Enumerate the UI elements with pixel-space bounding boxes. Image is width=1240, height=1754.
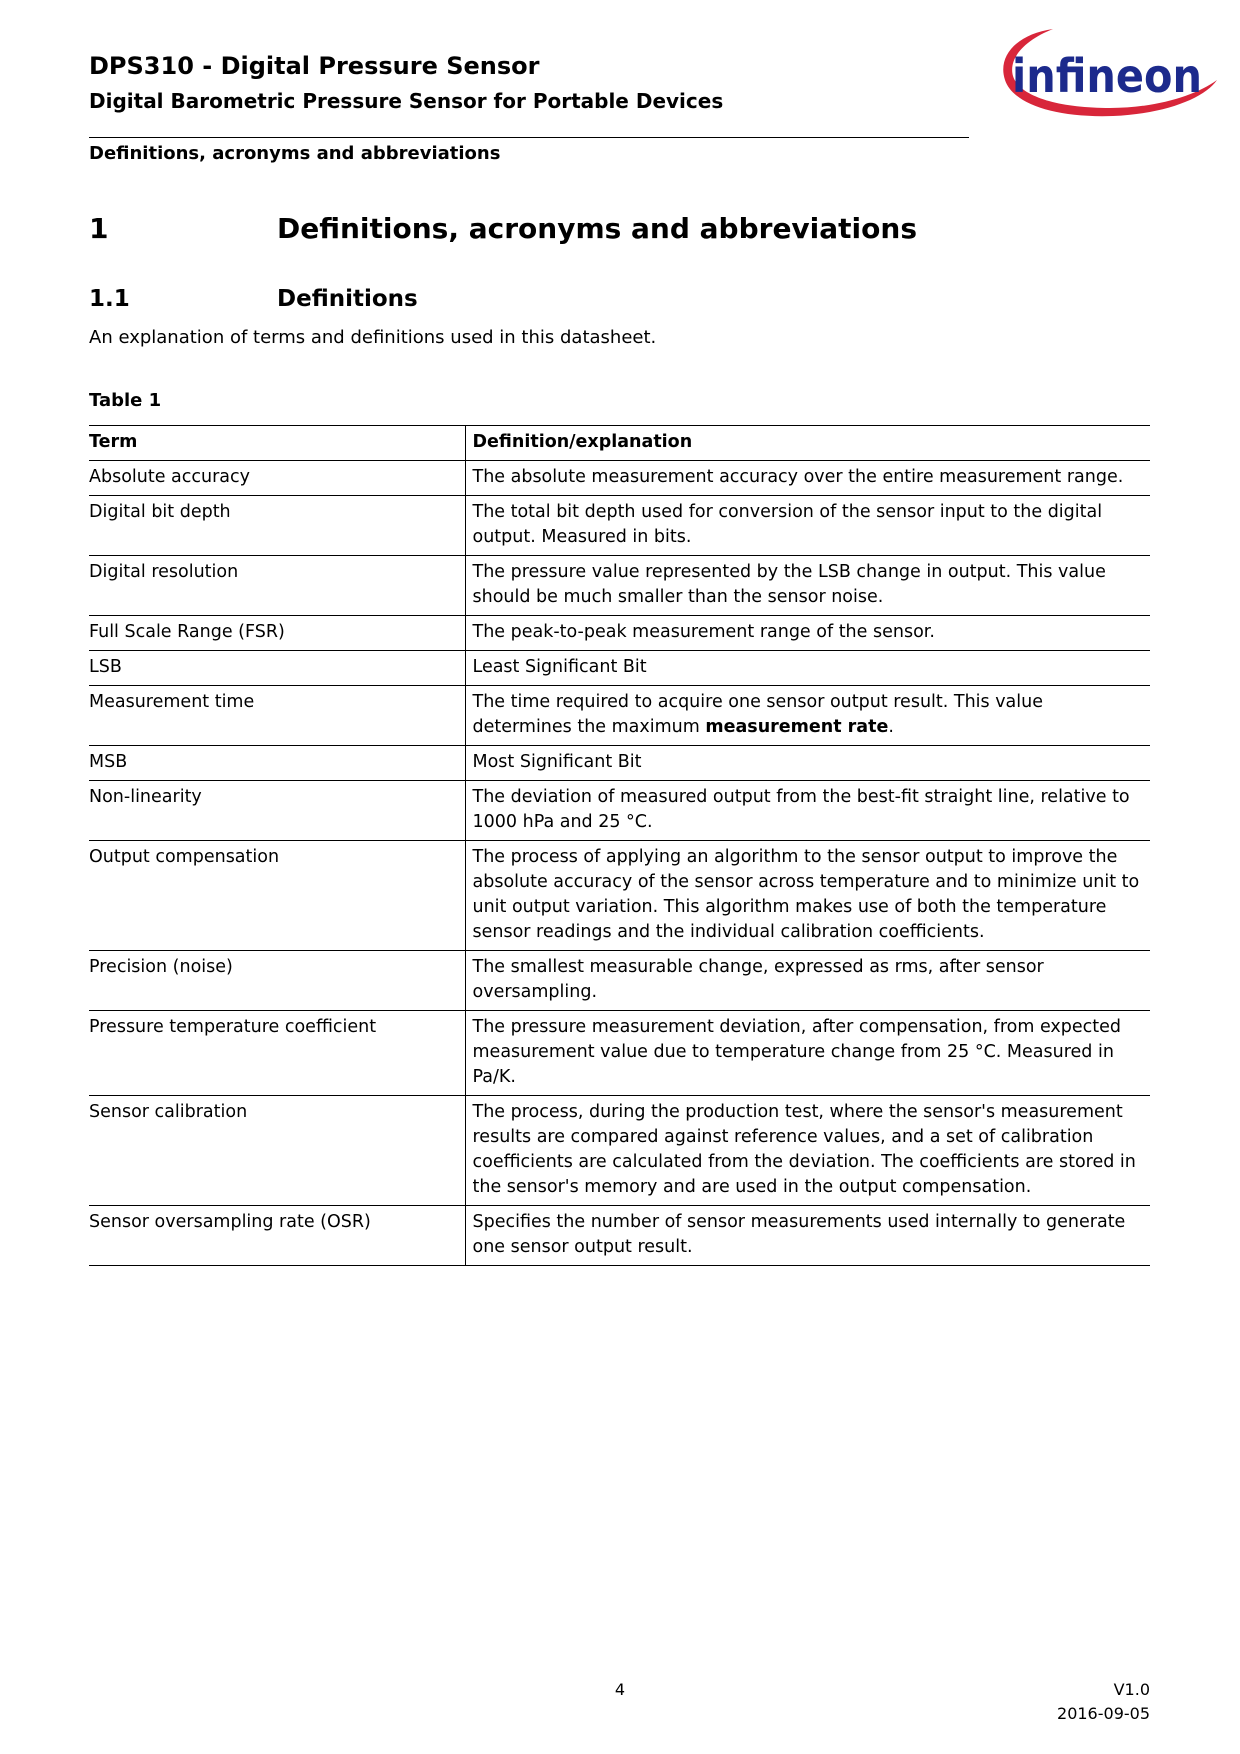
term-cell: Full Scale Range (FSR) <box>89 616 465 651</box>
table-row <box>89 781 1150 841</box>
definition-cell: The peak-to-peak measurement range of the sensor. <box>465 616 1150 651</box>
table-row <box>89 1096 1150 1206</box>
table-row <box>89 686 1150 746</box>
header-divider <box>89 137 969 138</box>
table-row <box>89 1206 1150 1266</box>
table-row <box>89 496 1150 556</box>
running-section-header: Definitions, acronyms and abbreviations <box>89 143 501 164</box>
page-number: 4 <box>614 1680 626 1699</box>
definition-cell: The pressure measurement deviation, after compensation, from expected measurement value due to temperature change from 25 °C. Measured in Pa/K. <box>465 1011 1150 1096</box>
definition-cell <box>465 686 1150 746</box>
term-cell: Sensor oversampling rate (OSR) <box>89 1206 465 1266</box>
subsection-number: 1.1 <box>89 286 130 312</box>
definition-cell: Most Significant Bit <box>465 746 1150 781</box>
term-cell: Output compensation <box>89 841 465 951</box>
table-row <box>89 616 1150 651</box>
table-header-row <box>89 426 1150 461</box>
term-cell: Absolute accuracy <box>89 461 465 496</box>
definition-text-end: . <box>888 717 894 737</box>
document-version: V1.0 <box>1113 1680 1150 1699</box>
column-header-definition: Definition/explanation <box>465 426 1150 461</box>
section-number: 1 <box>89 212 109 245</box>
term-cell: Sensor calibration <box>89 1096 465 1206</box>
definition-bold-text: measurement rate <box>705 717 889 737</box>
definition-cell: The total bit depth used for conversion of the sensor input to the digital output. Measured in bits. <box>465 496 1150 556</box>
section-title: Definitions, acronyms and abbreviations <box>277 212 917 245</box>
term-cell: Digital bit depth <box>89 496 465 556</box>
document-date: 2016-09-05 <box>1057 1704 1150 1723</box>
table-row <box>89 1011 1150 1096</box>
term-cell: Measurement time <box>89 686 465 746</box>
table-row <box>89 651 1150 686</box>
definitions-table <box>89 425 1150 1266</box>
definition-cell: The deviation of measured output from the best-fit straight line, relative to 1000 hPa and 25 °C. <box>465 781 1150 841</box>
document-title: DPS310 - Digital Pressure Sensor <box>89 52 540 80</box>
term-cell: MSB <box>89 746 465 781</box>
term-cell: Pressure temperature coefficient <box>89 1011 465 1096</box>
infineon-swoosh-logo-icon <box>995 22 1220 124</box>
logo-wordmark: infineon <box>1012 49 1202 103</box>
definition-cell: The process, during the production test, where the sensor's measurement results are compared against reference values, and a set of calibration coefficients are calculated from the deviation. The coefficients are stored in the sensor's memory and are used in the output compensation. <box>465 1096 1150 1206</box>
term-cell: Precision (noise) <box>89 951 465 1011</box>
table-row <box>89 951 1150 1011</box>
table-row <box>89 461 1150 496</box>
definition-cell: The process of applying an algorithm to the sensor output to improve the absolute accuracy of the sensor across temperature and to minimize unit to unit output variation. This algorithm makes use of both the temperature sensor readings and the individual calibration coefficients. <box>465 841 1150 951</box>
definition-cell: The smallest measurable change, expressed as rms, after sensor oversampling. <box>465 951 1150 1011</box>
document-subtitle: Digital Barometric Pressure Sensor for Portable Devices <box>89 89 724 113</box>
term-cell: Digital resolution <box>89 556 465 616</box>
table-caption: Table 1 <box>89 390 162 411</box>
column-header-term: Term <box>89 426 465 461</box>
subsection-title: Definitions <box>277 286 418 312</box>
table-row <box>89 746 1150 781</box>
definition-cell: The pressure value represented by the LSB change in output. This value should be much smaller than the sensor noise. <box>465 556 1150 616</box>
definition-cell: Specifies the number of sensor measurements used internally to generate one sensor output result. <box>465 1206 1150 1266</box>
term-cell: LSB <box>89 651 465 686</box>
definition-cell: Least Significant Bit <box>465 651 1150 686</box>
table-row <box>89 841 1150 951</box>
term-cell: Non-linearity <box>89 781 465 841</box>
definition-text: The time required to acquire one sensor output result. This value determines the maximum <box>472 692 1044 737</box>
definition-cell: The absolute measurement accuracy over the entire measurement range. <box>465 461 1150 496</box>
table-row <box>89 556 1150 616</box>
intro-paragraph: An explanation of terms and definitions used in this datasheet. <box>89 327 657 348</box>
